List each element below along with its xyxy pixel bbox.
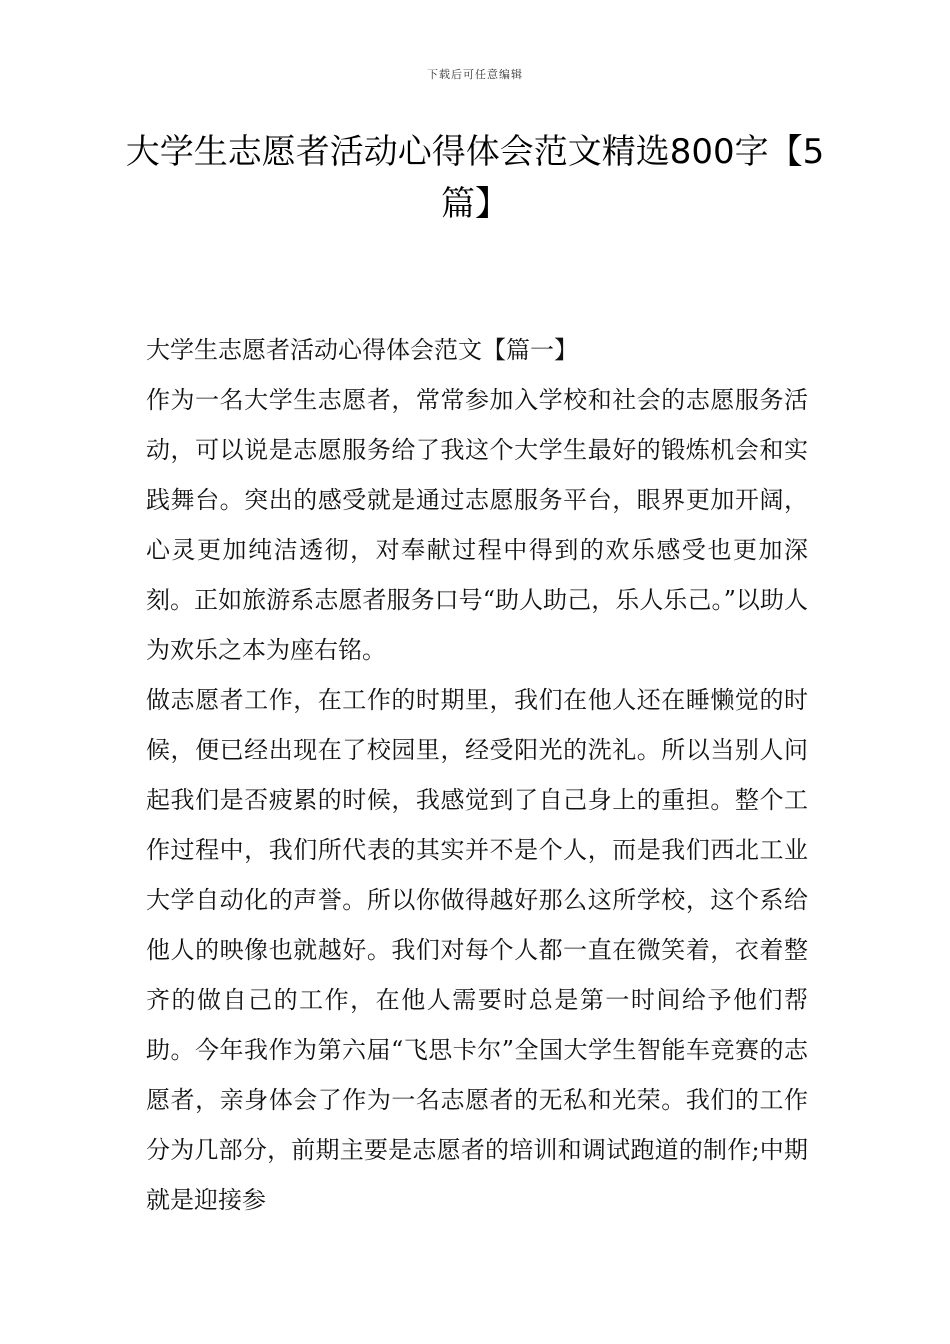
section-heading: 大学生志愿者活动心得体会范文【篇一】 bbox=[146, 336, 578, 364]
paragraph-2: 做志愿者工作，在工作的时期里，我们在他人还在睡懒觉的时候，便已经出现在了校园里，经受阳光的洗礼。所以当别人问起我们是否疲累的时候，我感觉到了自己身上的重担。整个工作过程中，我们所代表的其实并不是个人，而是我们西北工业大学自动化的声誉。所以你做得越好那么这所学校，这个系给他人的映像也就越好。我们对每个人都一直在微笑着，衣着整齐的做自己的工作，在他人需要时总是第一时间给予他们帮助。今年我作为第六届“飞思卡尔”全国大学生智能车竞赛的志愿者，亲身体会了作为一名志愿者的无私和光荣。我们的工作分为几部分，前期主要是志愿者的培训和调试跑道的制作;中期就是迎接参 bbox=[146, 686, 808, 1214]
header-note: 下载后可任意编辑 bbox=[427, 68, 523, 81]
document-body bbox=[146, 325, 808, 1225]
document-title: 大学生志愿者活动心得体会范文精选800字【5篇】 bbox=[125, 132, 825, 224]
paragraph-1: 作为一名大学生志愿者，常常参加入学校和社会的志愿服务活动，可以说是志愿服务给了我这个大学生最好的锻炼机会和实践舞台。突出的感受就是通过志愿服务平台，眼界更加开阔，心灵更加纯洁透彻，对奉献过程中得到的欢乐感受也更加深刻。正如旅游系志愿者服务口号“助人助己，乐人乐己。”以助人为欢乐之本为座右铭。 bbox=[146, 386, 808, 664]
